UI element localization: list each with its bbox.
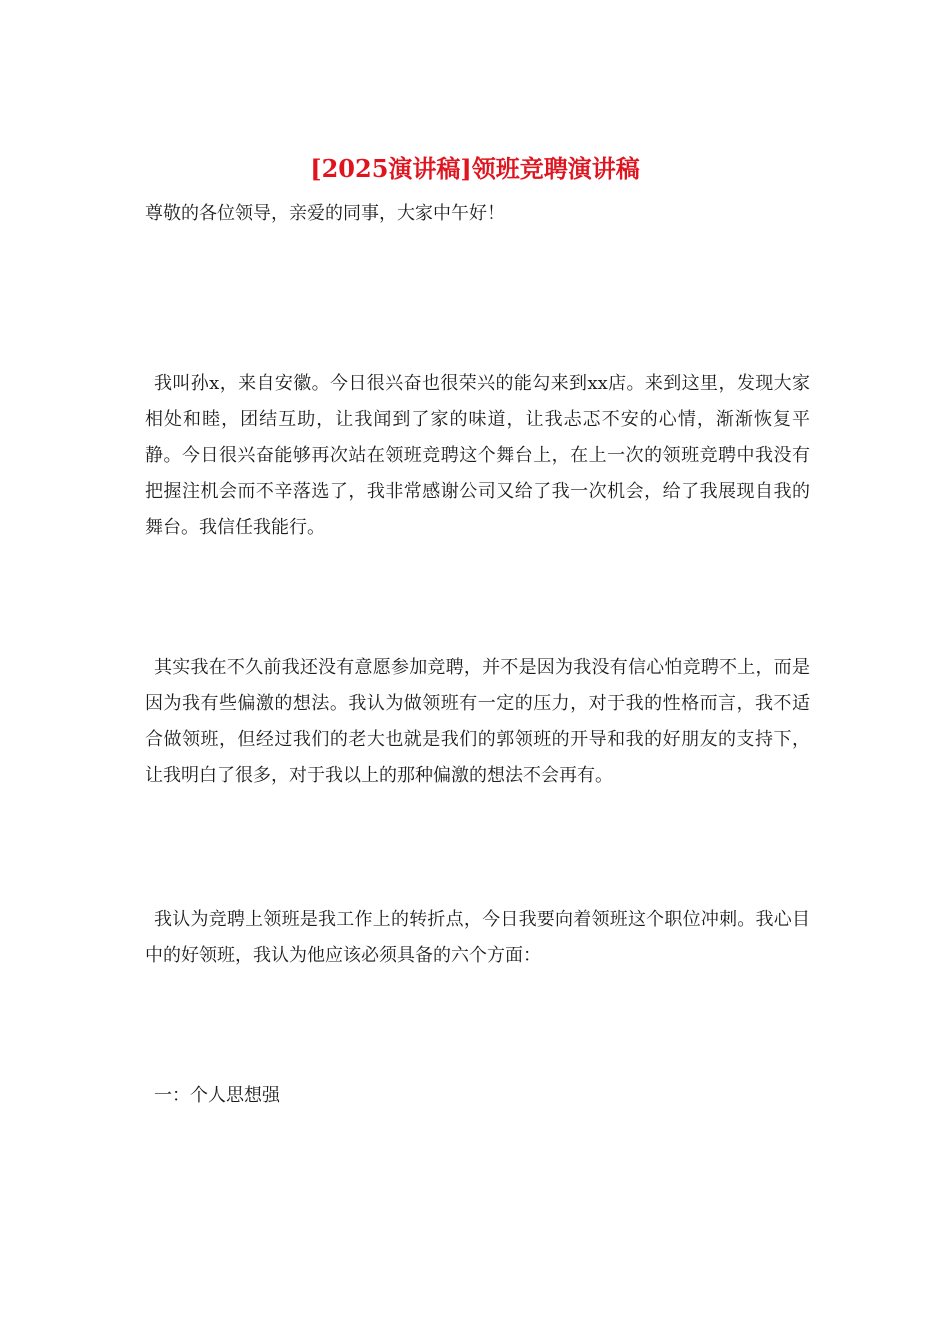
greeting-line: 尊敬的各位领导，亲爱的同事，大家中午好！: [145, 203, 505, 224]
paragraph-intro: 我叫孙x，来自安徽。今日很兴奋也很荣兴的能勾来到xx店。来到这里，发现大家相处和睦，团结互助，让我闻到了家的味道，让我忐忑不安的心情，渐渐恢复平静。今日很兴奋能够再次站在领班竞聘这个舞台上，在上一次的领班竞聘中我没有把握注机会而不辛落选了，我非常感谢公司又给了我一次机会，给了我展现自我的舞台。我信任我能行。: [145, 373, 810, 538]
paragraph-motivation: 其实我在不久前我还没有意愿参加竞聘，并不是因为我没有信心怕竞聘不上，而是因为我有些偏激的想法。我认为做领班有一定的压力，对于我的性格而言，我不适合做领班，但经过我们的老大也就是我们的郭领班的开导和我的好朋友的支持下，让我明白了很多，对于我以上的那种偏激的想法不会再有。: [145, 657, 810, 786]
document-title: [2025演讲稿]领班竞聘演讲稿: [310, 154, 640, 183]
paragraph-point-one: 一：个人思想强: [154, 1085, 280, 1106]
paragraph-goal: 我认为竞聘上领班是我工作上的转折点，今日我要向着领班这个职位冲刺。我心目中的好领班，我认为他应该必须具备的六个方面：: [145, 909, 810, 966]
